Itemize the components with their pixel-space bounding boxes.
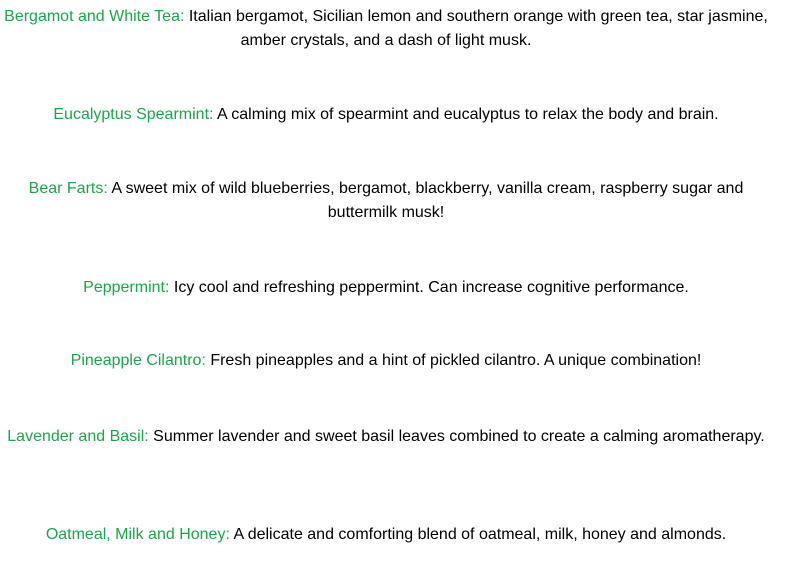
scent-name: Pineapple Cilantro: <box>70 352 206 369</box>
scent-name: Lavender and Basil: <box>7 428 149 445</box>
scent-description: A calming mix of spearmint and eucalyptus to relax the body and brain. <box>213 106 719 123</box>
scent-entry-oatmeal-milk-honey <box>0 523 772 547</box>
scent-entry-bergamot-white-tea <box>0 5 772 53</box>
scent-name: Bergamot and White Tea: <box>4 8 185 25</box>
scent-description: Icy cool and refreshing peppermint. Can increase cognitive performance. <box>169 279 689 296</box>
scent-description: Italian bergamot, Sicilian lemon and southern orange with green tea, star jasmine, amber crystals, and a dash of light musk. <box>184 8 768 49</box>
scent-description: A delicate and comforting blend of oatmeal, milk, honey and almonds. <box>229 526 727 543</box>
scent-description: A sweet mix of wild blueberries, bergamot, blackberry, vanilla cream, raspberry sugar and buttermilk musk! <box>107 180 744 221</box>
scent-name: Peppermint: <box>83 279 170 296</box>
scent-entry-eucalyptus-spearmint <box>0 103 772 127</box>
scent-entry-peppermint <box>0 276 772 300</box>
scent-entry-pineapple-cilantro <box>0 349 772 373</box>
scent-name: Bear Farts: <box>28 180 108 197</box>
scent-description: Summer lavender and sweet basil leaves combined to create a calming aromatherapy. <box>148 428 765 445</box>
scent-description: Fresh pineapples and a hint of pickled cilantro. A unique combination! <box>205 352 702 369</box>
scent-entry-bear-farts <box>0 177 772 225</box>
scent-name: Oatmeal, Milk and Honey: <box>45 526 230 543</box>
scent-entry-lavender-basil <box>0 425 772 449</box>
scent-name: Eucalyptus Spearmint: <box>53 106 214 123</box>
